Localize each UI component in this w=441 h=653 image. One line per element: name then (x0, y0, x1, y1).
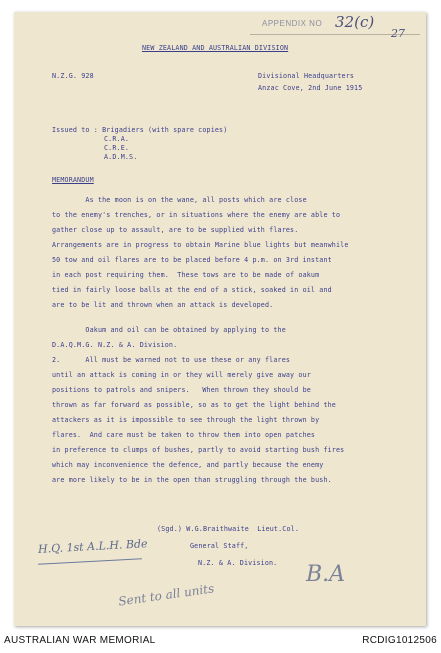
para1-line-8: are to be lit and thrown when an attack is developed. (52, 301, 274, 309)
para2-line-2: D.A.Q.M.G. N.Z. & A. Division. (52, 341, 178, 349)
para1-line-2: to the enemy's trenches, or in situations where the enemy are able to (52, 211, 341, 219)
para2-line-10: which may inconvenience the defence, and partly because the enemy (52, 461, 324, 469)
appendix-number: 32(c) (335, 13, 375, 31)
para2-line-3: 2. All must be warned not to use these or any flares (52, 356, 291, 364)
document-page (14, 12, 426, 626)
memorandum-heading: MEMORANDUM (52, 176, 94, 184)
para2-line-9: in preference to clumps of bushes, partly to avoid starting bush fires (52, 446, 345, 454)
para1-line-1: As the moon is on the wane, all posts which are close (52, 196, 307, 204)
recipient-cra: C.R.A. (104, 135, 130, 143)
reference-number: N.Z.G. 928 (52, 72, 94, 80)
issued-to-line: Issued to : Brigadiers (with spare copies) (52, 126, 228, 134)
recipient-cre: C.R.E. (104, 144, 130, 152)
handwritten-note-sent: Sent to all units (117, 581, 215, 609)
date-line: Anzac Cove, 2nd June 1915 (258, 84, 363, 92)
handwritten-note-hq: H.Q. 1st A.L.H. Bde (37, 537, 148, 556)
footer-archive-name: AUSTRALIAN WAR MEMORIAL (4, 635, 156, 646)
signature-role: General Staff, (190, 542, 249, 550)
para2-line-1: Oakum and oil can be obtained by applying to the (52, 326, 286, 334)
appendix-stamp-label: APPENDIX NO (262, 19, 323, 28)
para2-line-11: are more likely to be in the open than struggling through the bush. (52, 476, 332, 484)
signature-line: (Sgd.) W.G.Braithwaite Lieut.Col. (157, 525, 299, 533)
para1-line-3: gather close up to assault, are to be supplied with flares. (52, 226, 299, 234)
handwritten-initials: B.A (306, 562, 346, 587)
recipient-adms: A.D.M.S. (104, 153, 138, 161)
para1-line-5: 50 tow and oil flares are to be placed before 4 p.m. on 3rd instant (52, 256, 332, 264)
para2-line-7: attackers as it is impossible to see through the light thrown by (52, 416, 320, 424)
para2-line-8: flares. And care must be taken to throw them into open patches (52, 431, 316, 439)
folio-number: 27 (391, 27, 405, 40)
document-title: NEW ZEALAND AND AUSTRALIAN DIVISION (142, 44, 289, 52)
footer-record-id: RCDIG1012506 (362, 635, 437, 646)
headquarters-line: Divisional Headquarters (258, 72, 355, 80)
para2-line-4: until an attack is coming in or they will merely give away our (52, 371, 311, 379)
para1-line-6: in each post requiring them. These tows are to be made of oakum (52, 271, 320, 279)
para1-line-4: Arrangements are in progress to obtain Marine blue lights but meanwhile (52, 241, 349, 249)
para2-line-5: positions to patrols and snipers. When thrown they should be (52, 386, 311, 394)
para2-line-6: thrown as far forward as possible, so as to get the light behind the (52, 401, 336, 409)
para1-line-7: tied in fairly loose balls at the end of a stick, soaked in oil and (52, 286, 332, 294)
signature-unit: N.Z. & A. Division. (198, 559, 278, 567)
